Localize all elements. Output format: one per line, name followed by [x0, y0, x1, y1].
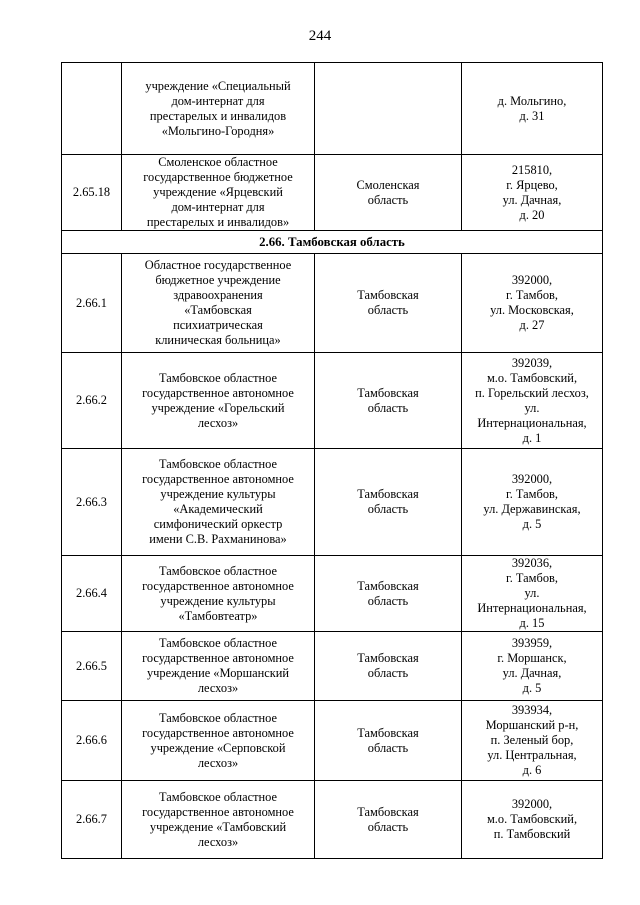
cell-line: д. 31 [519, 108, 545, 123]
cell-line: учреждение культуры [160, 593, 276, 608]
cell-line: ул. Дачная, [502, 666, 562, 680]
cell-line: Тамбовская [357, 385, 419, 400]
cell-line: 393934, [511, 703, 553, 717]
cell-line: ул. [524, 586, 540, 600]
cell-line: п. Тамбовский [493, 827, 571, 841]
cell-line: «Мольгино-Городня» [161, 123, 275, 138]
cell-line: лесхоз» [197, 681, 239, 695]
region [315, 63, 462, 155]
cell-line: государственное автономное [142, 651, 294, 665]
region [315, 449, 462, 556]
address [462, 632, 603, 701]
cell-line: д. 20 [519, 207, 545, 222]
cell-line: д. 27 [519, 318, 545, 332]
row-number: 2.66.5 [62, 632, 122, 701]
region [315, 556, 462, 632]
section-header-row [62, 231, 603, 254]
cell-line: Тамбовское областное [159, 636, 277, 650]
cell-line: государственное автономное [142, 385, 294, 400]
row-number: 2.66.3 [62, 449, 122, 556]
cell-line: Смоленская [356, 177, 420, 192]
address [462, 701, 603, 781]
cell-line: «Академический [173, 502, 263, 516]
cell-line: государственное автономное [142, 472, 294, 486]
cell-line: 392036, [511, 556, 553, 570]
table-row [62, 155, 603, 231]
table-row [62, 556, 603, 632]
cell-line: область [367, 192, 409, 207]
cell-line: д. 5 [522, 517, 542, 531]
cell-line: п. Зеленый бор, [490, 733, 574, 747]
cell-line: ул. [524, 400, 540, 415]
cell-line: учреждение культуры [160, 487, 276, 501]
cell-line: область [367, 593, 409, 608]
region [315, 632, 462, 701]
cell-line: Интернациональная, [477, 415, 587, 430]
cell-line: лесхоз» [197, 755, 239, 770]
table-row [62, 63, 603, 155]
cell-line: Моршанский р-н, [485, 718, 579, 732]
institution-name [122, 632, 315, 701]
address [462, 155, 603, 231]
address [462, 781, 603, 859]
row-number: 2.66.6 [62, 701, 122, 781]
cell-line: м.о. Тамбовский, [486, 812, 578, 826]
institution-name [122, 353, 315, 449]
cell-line: «Тамбовская [184, 303, 252, 317]
cell-line: государственное автономное [142, 804, 294, 819]
cell-line: бюджетное учреждение [155, 273, 281, 287]
cell-line: 392000, [511, 273, 553, 287]
cell-line: клиническая больница» [155, 333, 281, 347]
cell-line: 392000, [511, 472, 553, 486]
cell-line: область [367, 502, 409, 516]
table-row [62, 632, 603, 701]
cell-line: Тамбовская [357, 804, 419, 819]
table-row [62, 701, 603, 781]
cell-line: учреждение «Серповской [150, 740, 286, 755]
cell-line: м.о. Тамбовский, [486, 370, 578, 385]
section-title: 2.66. Тамбовская область [62, 231, 603, 254]
cell-line: здравоохранения [173, 288, 263, 302]
cell-line: г. Ярцево, [506, 177, 558, 192]
cell-line: престарелых и инвалидов [149, 108, 287, 123]
cell-line: 393959, [511, 636, 553, 650]
row-number [62, 63, 122, 155]
cell-line: лесхоз» [197, 834, 239, 849]
cell-line: область [367, 303, 409, 317]
cell-line: учреждение «Специальный [145, 78, 291, 93]
cell-line: г. Моршанск, [497, 651, 567, 665]
table-row [62, 254, 603, 353]
cell-line: учреждение «Тамбовский [149, 819, 287, 834]
address [462, 556, 603, 632]
cell-line: д. 5 [522, 681, 542, 695]
address [462, 449, 603, 556]
institution-name [122, 155, 315, 231]
cell-line: государственное автономное [142, 725, 294, 740]
cell-line: ул. Державинская, [483, 502, 581, 516]
cell-line: учреждение «Моршанский [146, 666, 290, 680]
region [315, 254, 462, 353]
cell-line: Тамбовская [357, 578, 419, 593]
cell-line: психиатрическая [173, 318, 263, 332]
cell-line: Тамбовское областное [159, 789, 277, 804]
region [315, 701, 462, 781]
cell-line: лесхоз» [197, 415, 239, 430]
region [315, 781, 462, 859]
cell-line: Тамбовская [357, 288, 419, 302]
cell-line: учреждение «Горельский [151, 400, 285, 415]
cell-line: ул. Московская, [490, 303, 574, 317]
cell-line: имени С.В. Рахманинова» [149, 532, 287, 546]
cell-line: симфонический оркестр [153, 517, 283, 531]
cell-line: г. Тамбов, [506, 288, 558, 302]
cell-line: д. Мольгино, [497, 93, 567, 108]
cell-line: государственное автономное [142, 578, 294, 593]
cell-line: д. 1 [522, 430, 542, 445]
cell-line: Тамбовская [357, 487, 419, 501]
table-row [62, 449, 603, 556]
cell-line: Тамбовское областное [159, 710, 277, 725]
cell-line: учреждение «Ярцевский [153, 185, 283, 199]
address [462, 63, 603, 155]
institution-name [122, 781, 315, 859]
cell-line: 215810, [511, 162, 553, 177]
cell-line: 392039, [511, 355, 553, 370]
institutions-table [61, 62, 603, 859]
cell-line: дом-интернат для [171, 93, 265, 108]
cell-line: г. Тамбов, [506, 487, 558, 501]
cell-line: область [367, 819, 409, 834]
cell-line: Смоленское областное [158, 155, 278, 169]
cell-line: Тамбовское областное [159, 563, 277, 578]
institution-name [122, 449, 315, 556]
cell-line: престарелых и инвалидов» [146, 215, 290, 229]
institution-name [122, 254, 315, 353]
row-number: 2.66.2 [62, 353, 122, 449]
row-number: 2.65.18 [62, 155, 122, 231]
cell-line: Областное государственное [144, 258, 292, 272]
address [462, 353, 603, 449]
region [315, 155, 462, 231]
cell-line: Тамбовская [357, 651, 419, 665]
cell-line: государственное бюджетное [143, 170, 293, 184]
cell-line: дом-интернат для [171, 200, 265, 214]
cell-line: область [367, 740, 409, 755]
cell-line: область [367, 666, 409, 680]
cell-line: ул. Дачная, [502, 192, 562, 207]
cell-line: г. Тамбов, [506, 571, 558, 585]
institution-name [122, 63, 315, 155]
cell-line: д. 15 [519, 616, 545, 630]
cell-line: п. Горельский лесхоз, [475, 385, 589, 400]
institution-name [122, 701, 315, 781]
institution-name [122, 556, 315, 632]
cell-line: д. 6 [522, 763, 542, 777]
row-number: 2.66.7 [62, 781, 122, 859]
cell-line: Тамбовская [357, 725, 419, 740]
row-number: 2.66.4 [62, 556, 122, 632]
address [462, 254, 603, 353]
table-row [62, 353, 603, 449]
cell-line: 392000, [511, 797, 553, 811]
cell-line: Тамбовское областное [159, 370, 277, 385]
cell-line: Тамбовское областное [159, 457, 277, 471]
cell-line: ул. Центральная, [487, 748, 577, 762]
region [315, 353, 462, 449]
table-row [62, 781, 603, 859]
cell-line: «Тамбовтеатр» [178, 608, 258, 623]
page-number: 244 [308, 28, 332, 44]
cell-line: Интернациональная, [477, 601, 587, 615]
cell-line: область [367, 400, 409, 415]
row-number: 2.66.1 [62, 254, 122, 353]
